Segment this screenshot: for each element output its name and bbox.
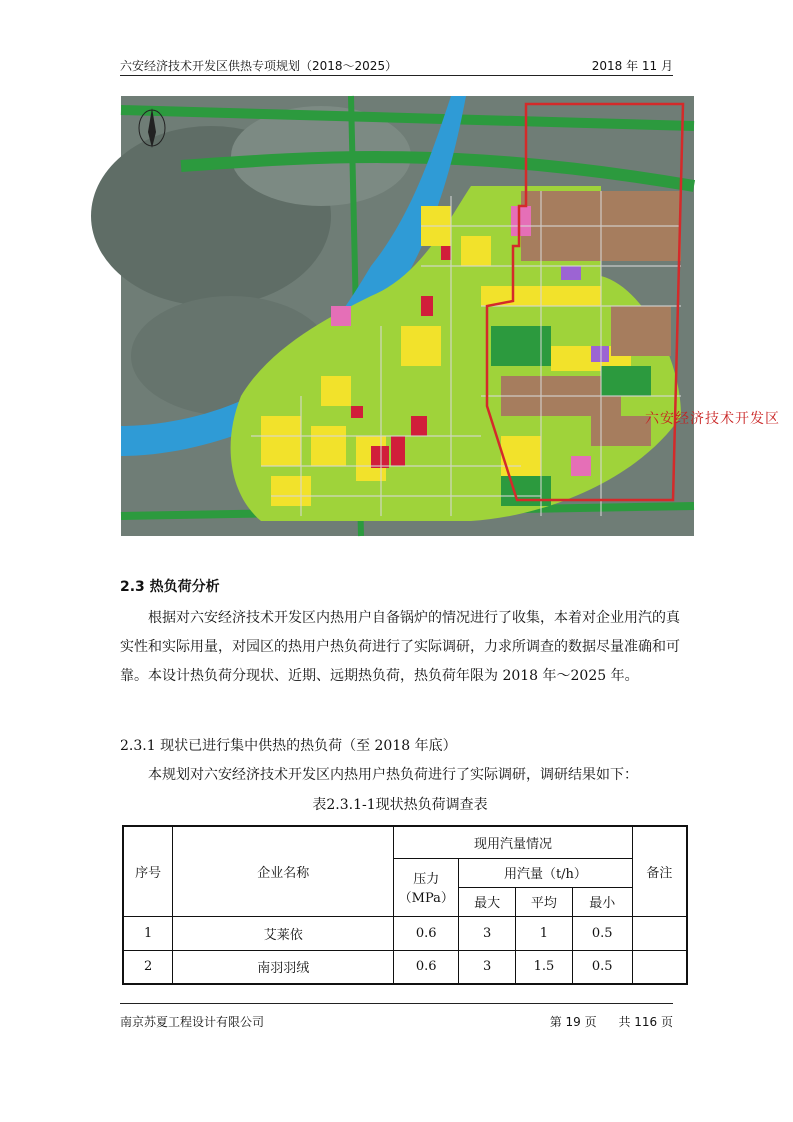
section-heading: 2.3 热负荷分析 — [120, 579, 220, 595]
cell-no: 1 — [123, 916, 173, 950]
cell-min: 0.5 — [572, 950, 632, 984]
cell-min: 0.5 — [572, 916, 632, 950]
footer-rule — [120, 1003, 673, 1004]
page-info — [532, 1013, 673, 1030]
cell-max: 3 — [459, 950, 516, 984]
col-header-no: 序号 — [123, 826, 173, 916]
footer-company: 南京苏夏工程设计有限公司 — [120, 1015, 265, 1029]
col-header-pressure — [394, 858, 459, 916]
col-header-remark: 备注 — [632, 826, 687, 916]
col-header-min: 最小 — [572, 887, 632, 916]
cell-remark — [632, 950, 687, 984]
subsection-heading: 2.3.1 现状已进行集中供热的热负荷（至 2018 年底） — [120, 738, 457, 754]
col-header-steam-group: 现用汽量情况 — [394, 826, 632, 858]
heat-load-table — [122, 825, 688, 985]
header-rule — [120, 75, 673, 76]
cell-pressure: 0.6 — [394, 950, 459, 984]
cell-avg: 1.5 — [516, 950, 573, 984]
cell-avg: 1 — [516, 916, 573, 950]
col-header-max: 最大 — [459, 887, 516, 916]
page-number: 第 19 页 — [549, 1015, 597, 1029]
cell-remark — [632, 916, 687, 950]
pressure-unit: （MPa） — [398, 891, 454, 906]
zone-label: 六安经济技术开发区 — [645, 411, 780, 427]
planning-map — [121, 96, 780, 536]
table-caption: 表2.3.1-1现状热负荷调查表 — [312, 797, 488, 813]
planning-map-graphic — [121, 96, 694, 536]
cell-no: 2 — [123, 950, 173, 984]
cell-pressure: 0.6 — [394, 916, 459, 950]
header-date: 2018 年 11 月 — [591, 59, 673, 73]
survey-intro-paragraph: 本规划对六安经济技术开发区内热用户热负荷进行了实际调研，调研结果如下： — [148, 767, 638, 783]
header-doc-title: 六安经济技术开发区供热专项规划（2018～2025） — [120, 59, 398, 73]
col-header-avg: 平均 — [516, 887, 573, 916]
table-row — [123, 950, 687, 984]
cell-max: 3 — [459, 916, 516, 950]
table-row — [123, 916, 687, 950]
pressure-label: 压力 — [413, 872, 440, 887]
col-header-usage: 用汽量（t/h） — [459, 858, 632, 887]
total-pages: 共 116 页 — [618, 1015, 673, 1029]
page-header — [120, 56, 673, 74]
section-paragraph: 根据对六安经济技术开发区内热用户自备锅炉的情况进行了收集，本着对企业用汽的真实性和实际用量，对园区的热用户热负荷进行了实际调研，力求所调查的数据尽量准确和可靠。本设计热负荷分现状、近期、远期热负荷，热负荷年限为 2018 年～2025 年。 — [120, 610, 680, 684]
cell-company: 艾莱依 — [173, 916, 394, 950]
col-header-company: 企业名称 — [173, 826, 394, 916]
cell-company: 南羽羽绒 — [173, 950, 394, 984]
page-footer — [120, 1013, 673, 1030]
